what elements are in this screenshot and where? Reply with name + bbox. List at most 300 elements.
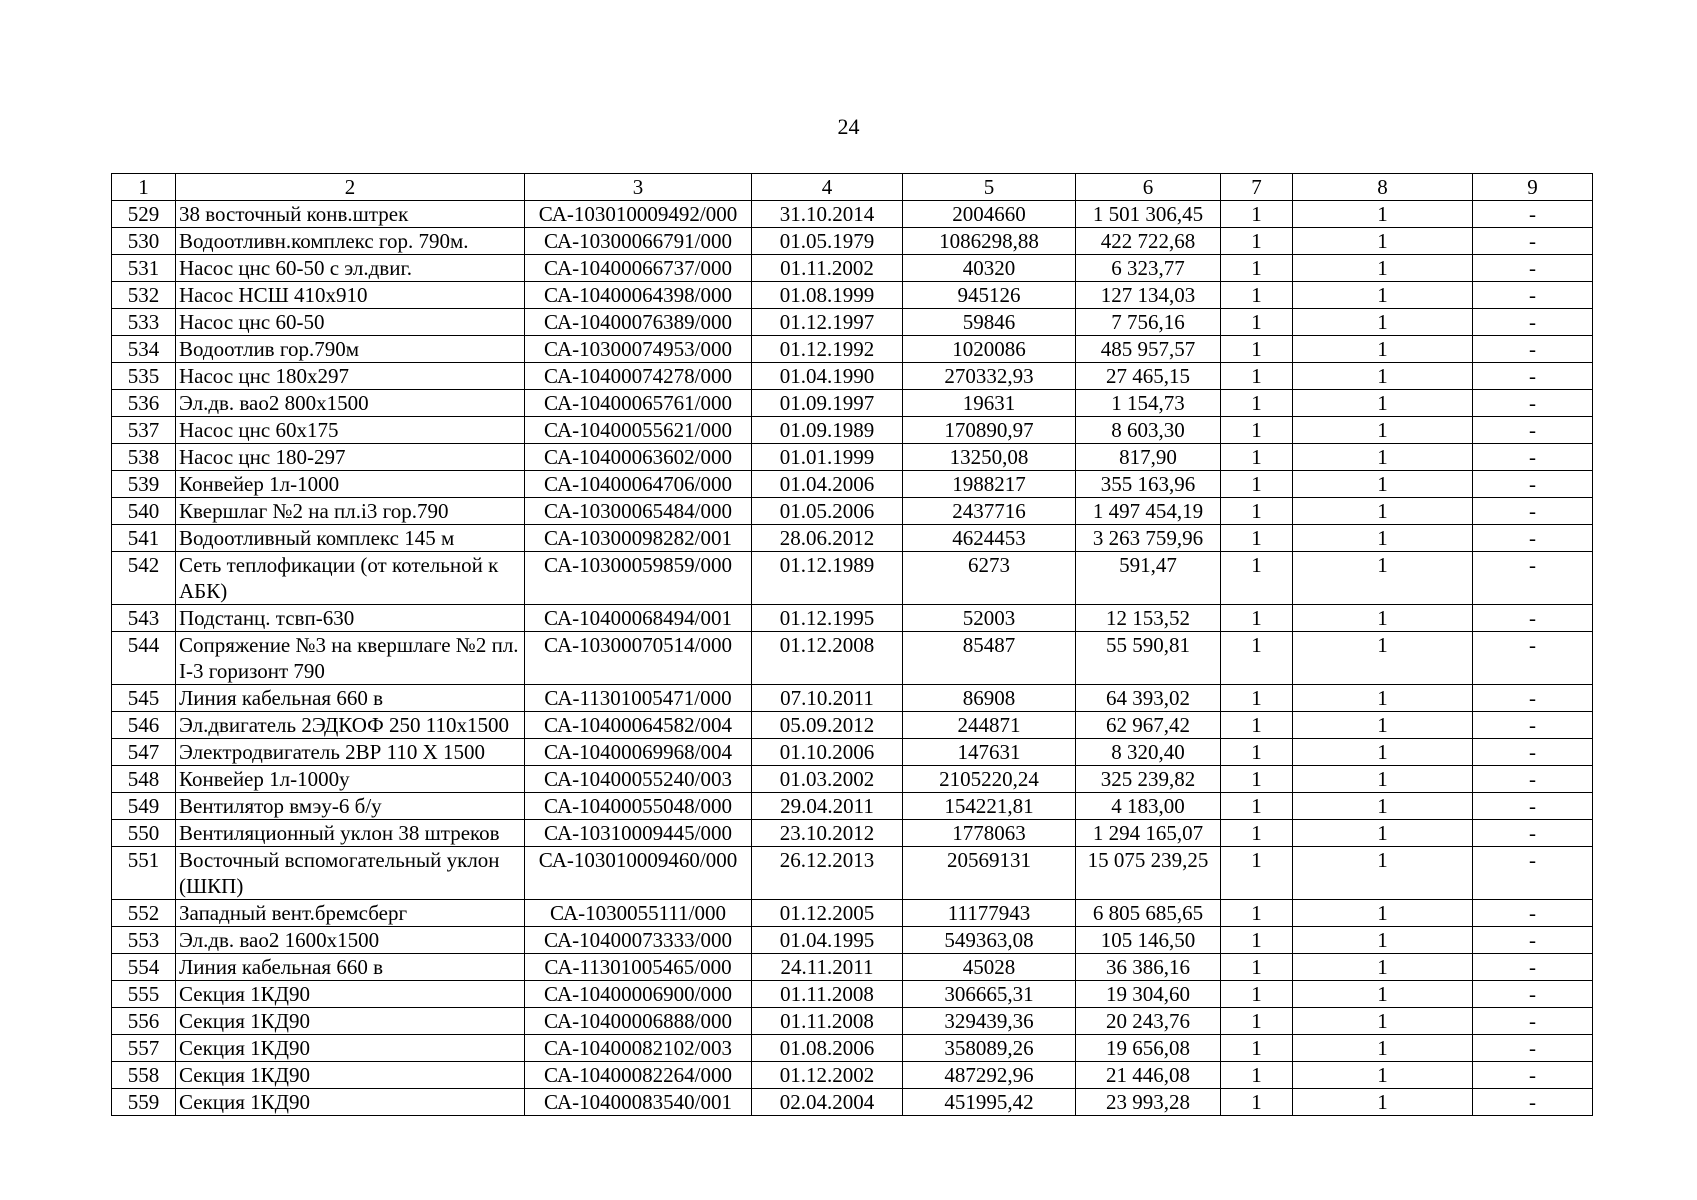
commission-date-cell: 01.11.2008 [752, 1008, 903, 1035]
row-number-cell: 543 [112, 605, 176, 632]
row-number-cell: 535 [112, 363, 176, 390]
note-cell: - [1473, 390, 1593, 417]
initial-cost-cell: 487292,96 [903, 1062, 1076, 1089]
commission-date-cell: 01.03.2002 [752, 766, 903, 793]
residual-value-cell: 8 603,30 [1076, 417, 1221, 444]
commission-date-cell: 02.04.2004 [752, 1089, 903, 1116]
quantity-actual-cell: 1 [1293, 444, 1473, 471]
residual-value-cell: 7 756,16 [1076, 309, 1221, 336]
asset-name-cell: Насос НСШ 410х910 [176, 282, 525, 309]
residual-value-cell: 127 134,03 [1076, 282, 1221, 309]
quantity-actual-cell: 1 [1293, 417, 1473, 444]
initial-cost-cell: 86908 [903, 685, 1076, 712]
initial-cost-cell: 270332,93 [903, 363, 1076, 390]
initial-cost-cell: 329439,36 [903, 1008, 1076, 1035]
inventory-code-cell: СА-10400064398/000 [525, 282, 752, 309]
quantity-actual-cell: 1 [1293, 282, 1473, 309]
inventory-code-cell: СА-103010009492/000 [525, 201, 752, 228]
quantity-actual-cell: 1 [1293, 739, 1473, 766]
residual-value-cell: 485 957,57 [1076, 336, 1221, 363]
table-row [112, 498, 1593, 525]
quantity-actual-cell: 1 [1293, 201, 1473, 228]
residual-value-cell: 64 393,02 [1076, 685, 1221, 712]
inventory-code-cell: СА-10400082264/000 [525, 1062, 752, 1089]
note-cell: - [1473, 632, 1593, 685]
inventory-code-cell: СА-10300098282/001 [525, 525, 752, 552]
initial-cost-cell: 45028 [903, 954, 1076, 981]
initial-cost-cell: 40320 [903, 255, 1076, 282]
note-cell: - [1473, 927, 1593, 954]
quantity-cell: 1 [1221, 390, 1293, 417]
inventory-code-cell: СА-10400055240/003 [525, 766, 752, 793]
quantity-cell: 1 [1221, 927, 1293, 954]
commission-date-cell: 01.12.1989 [752, 552, 903, 605]
quantity-cell: 1 [1221, 471, 1293, 498]
residual-value-cell: 4 183,00 [1076, 793, 1221, 820]
row-number-cell: 554 [112, 954, 176, 981]
residual-value-cell: 1 294 165,07 [1076, 820, 1221, 847]
table-row [112, 605, 1593, 632]
table-row [112, 820, 1593, 847]
note-cell: - [1473, 1062, 1593, 1089]
initial-cost-cell: 2437716 [903, 498, 1076, 525]
asset-name-cell: Насос цнс 60х175 [176, 417, 525, 444]
inventory-code-cell: СА-10400006900/000 [525, 981, 752, 1008]
quantity-cell: 1 [1221, 309, 1293, 336]
initial-cost-cell: 306665,31 [903, 981, 1076, 1008]
commission-date-cell: 01.10.2006 [752, 739, 903, 766]
asset-name-cell: Линия кабельная 660 в [176, 954, 525, 981]
row-number-cell: 542 [112, 552, 176, 605]
inventory-code-cell: СА-1030055111/000 [525, 900, 752, 927]
note-cell: - [1473, 793, 1593, 820]
table-row [112, 685, 1593, 712]
table-row [112, 390, 1593, 417]
note-cell: - [1473, 712, 1593, 739]
quantity-actual-cell: 1 [1293, 712, 1473, 739]
note-cell: - [1473, 228, 1593, 255]
residual-value-cell: 20 243,76 [1076, 1008, 1221, 1035]
quantity-cell: 1 [1221, 1089, 1293, 1116]
note-cell: - [1473, 552, 1593, 605]
note-cell: - [1473, 1035, 1593, 1062]
quantity-actual-cell: 1 [1293, 552, 1473, 605]
asset-name-cell: Эл.двигатель 2ЭДКОФ 250 110х1500 [176, 712, 525, 739]
table-row [112, 255, 1593, 282]
initial-cost-cell: 1988217 [903, 471, 1076, 498]
residual-value-cell: 8 320,40 [1076, 739, 1221, 766]
note-cell: - [1473, 820, 1593, 847]
residual-value-cell: 6 805 685,65 [1076, 900, 1221, 927]
initial-cost-cell: 4624453 [903, 525, 1076, 552]
quantity-cell: 1 [1221, 900, 1293, 927]
commission-date-cell: 07.10.2011 [752, 685, 903, 712]
commission-date-cell: 01.05.1979 [752, 228, 903, 255]
column-number: 7 [1221, 174, 1293, 201]
table-row [112, 927, 1593, 954]
column-number: 3 [525, 174, 752, 201]
initial-cost-cell: 549363,08 [903, 927, 1076, 954]
quantity-actual-cell: 1 [1293, 820, 1473, 847]
row-number-cell: 544 [112, 632, 176, 685]
column-number-row [112, 174, 1593, 201]
quantity-cell: 1 [1221, 498, 1293, 525]
quantity-cell: 1 [1221, 1035, 1293, 1062]
asset-name-cell: Секция 1КД90 [176, 981, 525, 1008]
quantity-cell: 1 [1221, 954, 1293, 981]
column-number: 6 [1076, 174, 1221, 201]
quantity-cell: 1 [1221, 1062, 1293, 1089]
table-row [112, 847, 1593, 900]
table-row [112, 793, 1593, 820]
residual-value-cell: 19 656,08 [1076, 1035, 1221, 1062]
table-row [112, 766, 1593, 793]
inventory-code-cell: СА-10400066737/000 [525, 255, 752, 282]
inventory-code-cell: СА-10400074278/000 [525, 363, 752, 390]
asset-name-cell: Насос цнс 180х297 [176, 363, 525, 390]
inventory-code-cell: СА-10400076389/000 [525, 309, 752, 336]
inventory-code-cell: СА-10400065761/000 [525, 390, 752, 417]
table-row [112, 471, 1593, 498]
initial-cost-cell: 2105220,24 [903, 766, 1076, 793]
initial-cost-cell: 451995,42 [903, 1089, 1076, 1116]
quantity-actual-cell: 1 [1293, 954, 1473, 981]
table-row [112, 552, 1593, 605]
residual-value-cell: 27 465,15 [1076, 363, 1221, 390]
row-number-cell: 549 [112, 793, 176, 820]
initial-cost-cell: 2004660 [903, 201, 1076, 228]
asset-name-cell: Линия кабельная 660 в [176, 685, 525, 712]
quantity-cell: 1 [1221, 1008, 1293, 1035]
asset-name-cell: Секция 1КД90 [176, 1062, 525, 1089]
table-row [112, 712, 1593, 739]
row-number-cell: 529 [112, 201, 176, 228]
residual-value-cell: 19 304,60 [1076, 981, 1221, 1008]
note-cell: - [1473, 336, 1593, 363]
table-row [112, 282, 1593, 309]
quantity-cell: 1 [1221, 981, 1293, 1008]
initial-cost-cell: 945126 [903, 282, 1076, 309]
note-cell: - [1473, 900, 1593, 927]
table-row [112, 201, 1593, 228]
table-body [112, 201, 1593, 1116]
residual-value-cell: 817,90 [1076, 444, 1221, 471]
row-number-cell: 538 [112, 444, 176, 471]
table-row [112, 981, 1593, 1008]
quantity-cell: 1 [1221, 282, 1293, 309]
commission-date-cell: 26.12.2013 [752, 847, 903, 900]
table-row [112, 1008, 1593, 1035]
commission-date-cell: 01.11.2002 [752, 255, 903, 282]
inventory-code-cell: СА-10400006888/000 [525, 1008, 752, 1035]
inventory-code-cell: СА-11301005471/000 [525, 685, 752, 712]
commission-date-cell: 01.12.2008 [752, 632, 903, 685]
residual-value-cell: 3 263 759,96 [1076, 525, 1221, 552]
quantity-actual-cell: 1 [1293, 793, 1473, 820]
quantity-cell: 1 [1221, 739, 1293, 766]
note-cell: - [1473, 498, 1593, 525]
note-cell: - [1473, 605, 1593, 632]
quantity-actual-cell: 1 [1293, 1035, 1473, 1062]
asset-name-cell: 38 восточный конв.штрек [176, 201, 525, 228]
table-row [112, 632, 1593, 685]
quantity-actual-cell: 1 [1293, 632, 1473, 685]
note-cell: - [1473, 255, 1593, 282]
quantity-cell: 1 [1221, 201, 1293, 228]
residual-value-cell: 325 239,82 [1076, 766, 1221, 793]
initial-cost-cell: 358089,26 [903, 1035, 1076, 1062]
row-number-cell: 556 [112, 1008, 176, 1035]
inventory-code-cell: СА-10310009445/000 [525, 820, 752, 847]
note-cell: - [1473, 954, 1593, 981]
column-number: 9 [1473, 174, 1593, 201]
initial-cost-cell: 170890,97 [903, 417, 1076, 444]
initial-cost-cell: 147631 [903, 739, 1076, 766]
quantity-actual-cell: 1 [1293, 228, 1473, 255]
residual-value-cell: 55 590,81 [1076, 632, 1221, 685]
inventory-code-cell: СА-10400073333/000 [525, 927, 752, 954]
inventory-code-cell: СА-10400055048/000 [525, 793, 752, 820]
residual-value-cell: 105 146,50 [1076, 927, 1221, 954]
commission-date-cell: 01.12.2005 [752, 900, 903, 927]
asset-name-cell: Восточный вспомогательный уклон (ШКП) [176, 847, 525, 900]
row-number-cell: 537 [112, 417, 176, 444]
initial-cost-cell: 52003 [903, 605, 1076, 632]
note-cell: - [1473, 1008, 1593, 1035]
note-cell: - [1473, 525, 1593, 552]
table-row [112, 954, 1593, 981]
inventory-code-cell: СА-10400083540/001 [525, 1089, 752, 1116]
initial-cost-cell: 1020086 [903, 336, 1076, 363]
quantity-cell: 1 [1221, 363, 1293, 390]
row-number-cell: 536 [112, 390, 176, 417]
quantity-actual-cell: 1 [1293, 390, 1473, 417]
quantity-actual-cell: 1 [1293, 309, 1473, 336]
commission-date-cell: 01.12.1997 [752, 309, 903, 336]
column-number: 4 [752, 174, 903, 201]
note-cell: - [1473, 847, 1593, 900]
asset-name-cell: Насос цнс 60-50 с эл.двиг. [176, 255, 525, 282]
quantity-cell: 1 [1221, 847, 1293, 900]
inventory-code-cell: СА-11301005465/000 [525, 954, 752, 981]
quantity-cell: 1 [1221, 820, 1293, 847]
row-number-cell: 532 [112, 282, 176, 309]
initial-cost-cell: 20569131 [903, 847, 1076, 900]
note-cell: - [1473, 363, 1593, 390]
inventory-code-cell: СА-103010009460/000 [525, 847, 752, 900]
residual-value-cell: 422 722,68 [1076, 228, 1221, 255]
commission-date-cell: 01.11.2008 [752, 981, 903, 1008]
asset-name-cell: Секция 1КД90 [176, 1035, 525, 1062]
column-number: 5 [903, 174, 1076, 201]
row-number-cell: 555 [112, 981, 176, 1008]
table-row [112, 444, 1593, 471]
quantity-actual-cell: 1 [1293, 336, 1473, 363]
column-number: 1 [112, 174, 176, 201]
row-number-cell: 540 [112, 498, 176, 525]
inventory-code-cell: СА-10300065484/000 [525, 498, 752, 525]
inventory-code-cell: СА-10300066791/000 [525, 228, 752, 255]
asset-name-cell: Западный вент.бремсберг [176, 900, 525, 927]
quantity-actual-cell: 1 [1293, 685, 1473, 712]
asset-name-cell: Электродвигатель 2ВР 110 Х 1500 [176, 739, 525, 766]
row-number-cell: 541 [112, 525, 176, 552]
commission-date-cell: 01.09.1997 [752, 390, 903, 417]
table-row [112, 417, 1593, 444]
inventory-code-cell: СА-10400068494/001 [525, 605, 752, 632]
residual-value-cell: 591,47 [1076, 552, 1221, 605]
inventory-code-cell: СА-10400069968/004 [525, 739, 752, 766]
row-number-cell: 530 [112, 228, 176, 255]
quantity-actual-cell: 1 [1293, 605, 1473, 632]
commission-date-cell: 01.12.2002 [752, 1062, 903, 1089]
residual-value-cell: 62 967,42 [1076, 712, 1221, 739]
inventory-code-cell: СА-10400082102/003 [525, 1035, 752, 1062]
row-number-cell: 548 [112, 766, 176, 793]
residual-value-cell: 15 075 239,25 [1076, 847, 1221, 900]
commission-date-cell: 01.08.1999 [752, 282, 903, 309]
quantity-cell: 1 [1221, 685, 1293, 712]
quantity-cell: 1 [1221, 525, 1293, 552]
initial-cost-cell: 6273 [903, 552, 1076, 605]
note-cell: - [1473, 766, 1593, 793]
asset-name-cell: Насос цнс 60-50 [176, 309, 525, 336]
quantity-cell: 1 [1221, 605, 1293, 632]
quantity-actual-cell: 1 [1293, 927, 1473, 954]
commission-date-cell: 01.12.1995 [752, 605, 903, 632]
quantity-actual-cell: 1 [1293, 766, 1473, 793]
initial-cost-cell: 13250,08 [903, 444, 1076, 471]
commission-date-cell: 01.04.2006 [752, 471, 903, 498]
column-number: 2 [176, 174, 525, 201]
quantity-cell: 1 [1221, 552, 1293, 605]
commission-date-cell: 01.01.1999 [752, 444, 903, 471]
inventory-code-cell: СА-10300059859/000 [525, 552, 752, 605]
asset-name-cell: Секция 1КД90 [176, 1089, 525, 1116]
row-number-cell: 557 [112, 1035, 176, 1062]
commission-date-cell: 01.05.2006 [752, 498, 903, 525]
table-row [112, 336, 1593, 363]
quantity-actual-cell: 1 [1293, 498, 1473, 525]
quantity-actual-cell: 1 [1293, 981, 1473, 1008]
quantity-actual-cell: 1 [1293, 1062, 1473, 1089]
asset-name-cell: Эл.дв. вао2 1600х1500 [176, 927, 525, 954]
asset-name-cell: Вентилятор вмэу-6 б/у [176, 793, 525, 820]
table-row [112, 363, 1593, 390]
residual-value-cell: 1 154,73 [1076, 390, 1221, 417]
note-cell: - [1473, 201, 1593, 228]
residual-value-cell: 12 153,52 [1076, 605, 1221, 632]
table-row [112, 228, 1593, 255]
row-number-cell: 559 [112, 1089, 176, 1116]
asset-name-cell: Эл.дв. вао2 800х1500 [176, 390, 525, 417]
quantity-actual-cell: 1 [1293, 900, 1473, 927]
page-number: 24 [837, 114, 860, 139]
table-row [112, 900, 1593, 927]
residual-value-cell: 23 993,28 [1076, 1089, 1221, 1116]
row-number-cell: 558 [112, 1062, 176, 1089]
table-row [112, 1089, 1593, 1116]
row-number-cell: 533 [112, 309, 176, 336]
initial-cost-cell: 11177943 [903, 900, 1076, 927]
asset-name-cell: Водоотливн.комплекс гор. 790м. [176, 228, 525, 255]
inventory-code-cell: СА-10400064582/004 [525, 712, 752, 739]
commission-date-cell: 29.04.2011 [752, 793, 903, 820]
initial-cost-cell: 85487 [903, 632, 1076, 685]
initial-cost-cell: 19631 [903, 390, 1076, 417]
commission-date-cell: 05.09.2012 [752, 712, 903, 739]
quantity-cell: 1 [1221, 417, 1293, 444]
initial-cost-cell: 59846 [903, 309, 1076, 336]
note-cell: - [1473, 981, 1593, 1008]
note-cell: - [1473, 417, 1593, 444]
residual-value-cell: 1 501 306,45 [1076, 201, 1221, 228]
inventory-code-cell: СА-10400055621/000 [525, 417, 752, 444]
table-row [112, 309, 1593, 336]
table-row [112, 525, 1593, 552]
row-number-cell: 546 [112, 712, 176, 739]
asset-name-cell: Конвейер 1л-1000у [176, 766, 525, 793]
asset-name-cell: Квершлаг №2 на пл.і3 гор.790 [176, 498, 525, 525]
quantity-cell: 1 [1221, 793, 1293, 820]
asset-name-cell: Подстанц. тсвп-630 [176, 605, 525, 632]
commission-date-cell: 01.04.1995 [752, 927, 903, 954]
row-number-cell: 551 [112, 847, 176, 900]
quantity-cell: 1 [1221, 444, 1293, 471]
residual-value-cell: 6 323,77 [1076, 255, 1221, 282]
note-cell: - [1473, 444, 1593, 471]
commission-date-cell: 23.10.2012 [752, 820, 903, 847]
inventory-code-cell: СА-10300074953/000 [525, 336, 752, 363]
quantity-actual-cell: 1 [1293, 847, 1473, 900]
commission-date-cell: 01.04.1990 [752, 363, 903, 390]
inventory-code-cell: СА-10300070514/000 [525, 632, 752, 685]
quantity-cell: 1 [1221, 766, 1293, 793]
commission-date-cell: 01.12.1992 [752, 336, 903, 363]
residual-value-cell: 355 163,96 [1076, 471, 1221, 498]
commission-date-cell: 01.08.2006 [752, 1035, 903, 1062]
quantity-actual-cell: 1 [1293, 471, 1473, 498]
note-cell: - [1473, 309, 1593, 336]
quantity-actual-cell: 1 [1293, 363, 1473, 390]
asset-name-cell: Насос цнс 180-297 [176, 444, 525, 471]
asset-name-cell: Сеть теплофикации (от котельной к АБК) [176, 552, 525, 605]
residual-value-cell: 1 497 454,19 [1076, 498, 1221, 525]
quantity-cell: 1 [1221, 712, 1293, 739]
quantity-actual-cell: 1 [1293, 1008, 1473, 1035]
asset-register-table [111, 173, 1593, 1116]
asset-name-cell: Вентиляционный уклон 38 штреков [176, 820, 525, 847]
quantity-actual-cell: 1 [1293, 255, 1473, 282]
commission-date-cell: 31.10.2014 [752, 201, 903, 228]
commission-date-cell: 28.06.2012 [752, 525, 903, 552]
asset-name-cell: Водоотливный комплекс 145 м [176, 525, 525, 552]
commission-date-cell: 24.11.2011 [752, 954, 903, 981]
row-number-cell: 550 [112, 820, 176, 847]
note-cell: - [1473, 739, 1593, 766]
quantity-actual-cell: 1 [1293, 525, 1473, 552]
row-number-cell: 547 [112, 739, 176, 766]
note-cell: - [1473, 1089, 1593, 1116]
initial-cost-cell: 1778063 [903, 820, 1076, 847]
commission-date-cell: 01.09.1989 [752, 417, 903, 444]
row-number-cell: 534 [112, 336, 176, 363]
table-row [112, 1035, 1593, 1062]
note-cell: - [1473, 282, 1593, 309]
asset-name-cell: Водоотлив гор.790м [176, 336, 525, 363]
inventory-code-cell: СА-10400064706/000 [525, 471, 752, 498]
note-cell: - [1473, 471, 1593, 498]
